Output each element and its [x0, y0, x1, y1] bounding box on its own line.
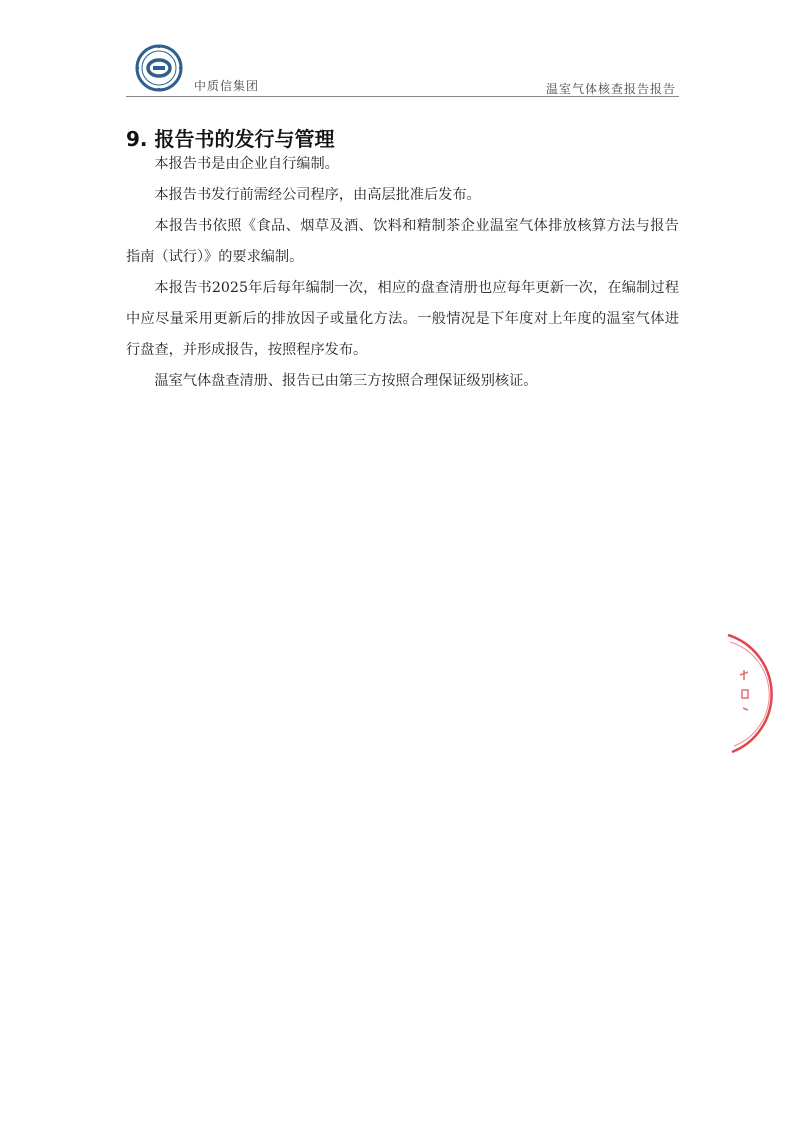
- paragraph: 本报告书2025年后每年编制一次，相应的盘查清册也应每年更新一次，在编制过程中应尽量采用更新后的排放因子或量化方法。一般情况是下年度对上年度的温室气体进行盘查，并形成报告，按照程序发布。: [126, 280, 679, 358]
- body-text: [126, 149, 679, 397]
- company-logo-icon: [135, 44, 183, 92]
- paragraph: 本报告书依照《食品、烟草及酒、饮料和精制茶企业温室气体排放核算方法与报告指南（试行）》的要求编制。: [126, 218, 679, 265]
- section-title: 9. 报告书的发行与管理: [126, 127, 335, 151]
- paragraph: 本报告书是由企业自行编制。: [154, 156, 339, 172]
- red-seal-stamp-icon: [710, 630, 780, 760]
- company-name: 中质信集团: [194, 79, 260, 93]
- paragraph: 本报告书发行前需经公司程序，由高层批准后发布。: [154, 187, 481, 203]
- header-document-title: 温室气体核查报告报告: [545, 82, 676, 96]
- header-divider: [126, 96, 679, 97]
- paragraph: 温室气体盘查清册、报告已由第三方按照合理保证级别核证。: [154, 373, 538, 389]
